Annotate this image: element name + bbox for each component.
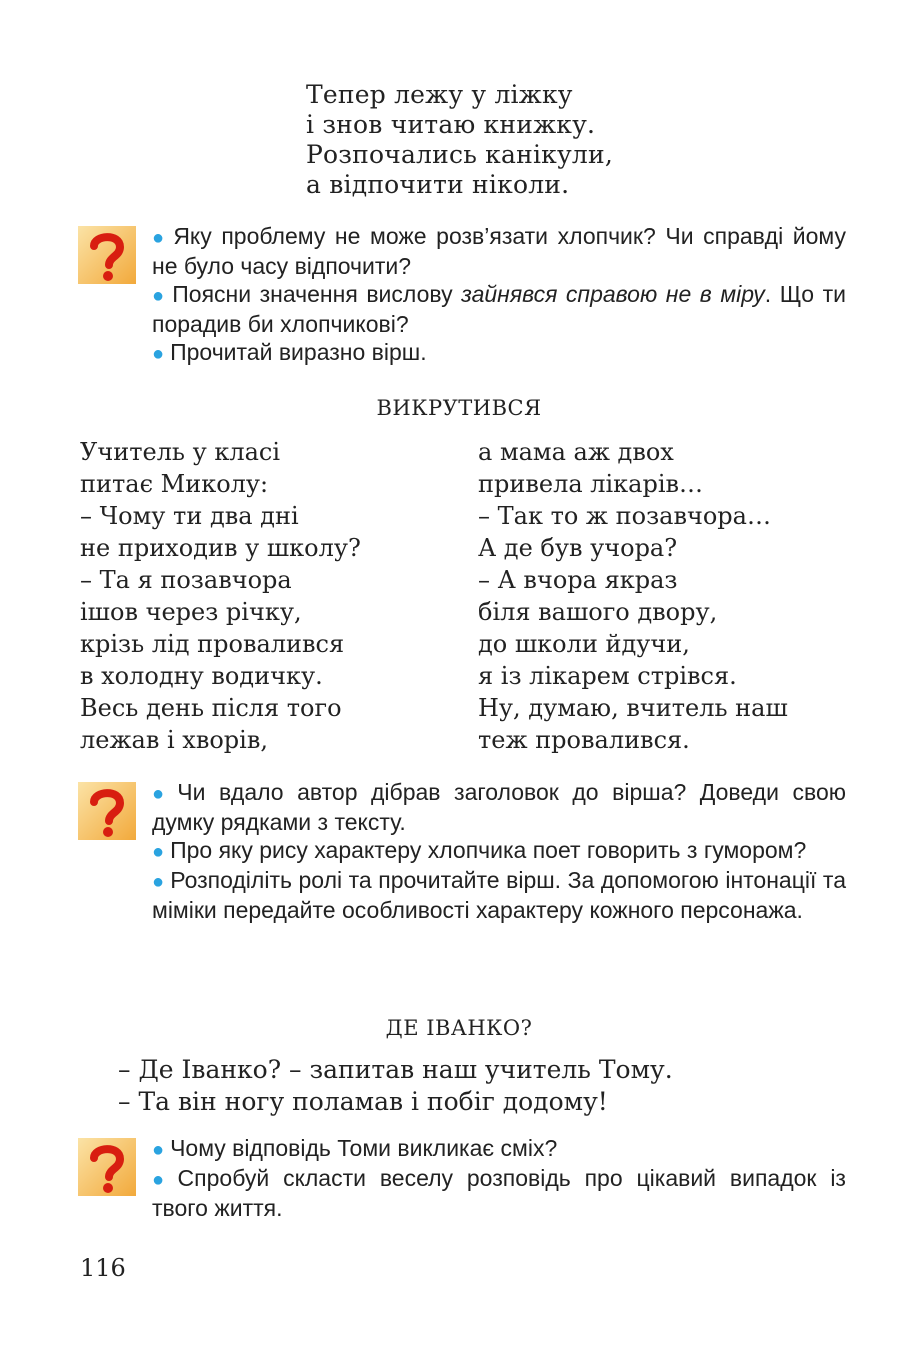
page-number: 116 [80,1254,126,1282]
poem-line: Тепер лежу у ліжку [306,80,573,109]
question-mark-icon [78,1138,136,1196]
joke-dialog [118,1054,673,1118]
question-item: ● Чи вдало автор дібрав заголовок до вірша? Доведи свою думку рядками з тексту. [152,779,846,835]
poem-line: – Та я позавчора [80,566,292,594]
poem-line: привела лікарів… [478,470,704,498]
bullet-icon: ● [152,1139,165,1161]
bullet-icon: ● [152,285,167,307]
poem-line: А де був учора? [478,534,678,562]
poem-line: Учитель у класі [80,438,281,466]
poem-fragment [306,80,613,200]
bullet-icon: ● [152,871,165,893]
poem-line: – Так то ж позавчора… [478,502,771,530]
poem-column-left [80,436,361,756]
poem-line: біля вашого двору, [478,598,718,626]
poem-title: ВИКРУТИВСЯ [376,396,542,420]
questions-block-1 [78,222,846,368]
dialog-line: – Де Іванко? – запитав наш учитель Тому. [118,1055,673,1084]
bullet-icon: ● [152,343,165,365]
poem-line: до школи йдучи, [478,630,690,658]
bullet-icon: ● [152,227,168,249]
poem-line: лежав і хворів, [80,726,268,754]
poem-line: Весь день після того [80,694,342,722]
question-item: ● Спробуй скласти веселу розповідь про цікавий випадок із твого життя. [152,1165,846,1221]
question-mark-icon [78,782,136,840]
poem-line: – Чому ти два дні [80,502,299,530]
poem-line: я із лікарем стрівся. [478,662,737,690]
bullet-icon: ● [152,841,165,863]
poem-line: а мама аж двох [478,438,674,466]
question-item: ● Яку проблему не може розв’язати хлопчик? Чи справді йому не було часу відпочити? [152,223,846,279]
question-item: ● Розподіліть ролі та прочитайте вірш. За допомогою інтонації та міміки передайте особливості характеру кожного персонажа. [152,867,846,923]
question-item: ● Чому відповідь Томи викликає сміх? [152,1135,558,1161]
dialog-line: – Та він ногу поламав і побіг додому! [118,1087,608,1116]
joke-title: ДЕ ІВАНКО? [385,1016,533,1040]
poem-line: теж провалився. [478,726,690,754]
poem-column-right [478,436,788,756]
poem-line: ішов через річку, [80,598,302,626]
poem-line: не приходив у школу? [80,534,361,562]
question-item: ● Прочитай виразно вірш. [152,339,427,365]
questions-block-3 [78,1134,846,1222]
poem-line: крізь лід провалився [80,630,345,658]
bullet-icon: ● [152,783,172,805]
question-mark-icon [78,226,136,284]
poem-line: в холодну водичку. [80,662,323,690]
poem-line: – А вчора якраз [478,566,678,594]
bullet-icon: ● [152,1169,172,1191]
questions-block-2 [78,778,846,924]
poem-line: Ну, думаю, вчитель наш [478,694,788,722]
question-item: ● Поясни значення вислову зайнявся справою не в міру. Що ти порадив би хлопчикові? [152,281,846,337]
poem-line: питає Миколу: [80,470,269,498]
italic-phrase: зайнявся справою не в міру [461,281,765,307]
question-item: ● Про яку рису характеру хлопчика поет говорить з гумором? [152,837,807,863]
poem-line: Розпочались канікули, [306,140,613,169]
poem-line: а відпочити ніколи. [306,170,570,199]
poem-line: і знов читаю книжку. [306,110,596,139]
